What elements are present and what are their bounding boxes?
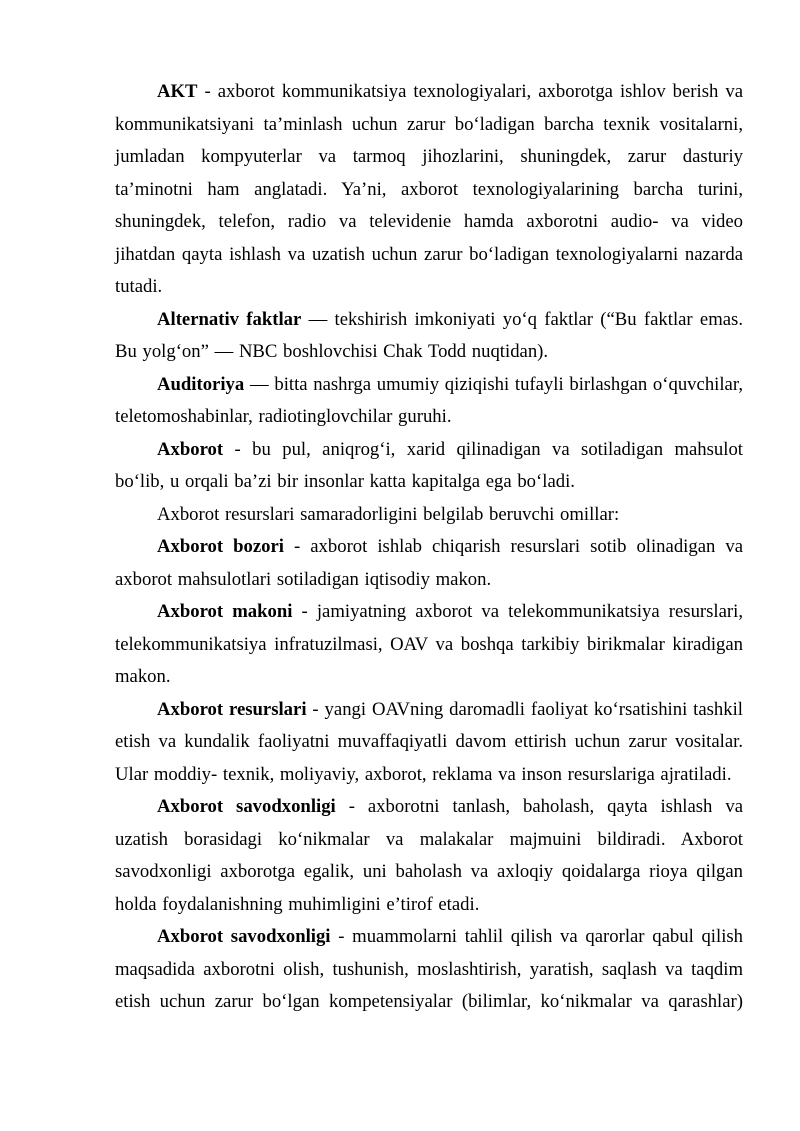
term-label: Axborot savodxonligi xyxy=(157,796,336,817)
definition-text: - muammolarni tahlil qilish va qarorlar qabul qilish maqsadida axborotni olish, tushunish, moslashtirish, yaratish, saqlash va taqdim etish uchun zarur bo‘lgan kompetensiyalar (bilimlar, ko‘nikmalar va qarashlar) xyxy=(115,926,743,1012)
definition-text: - axborot ishlab chiqarish resurslari sotib olinadigan va axborot mahsulotlari sotiladigan iqtisodiy makon. xyxy=(115,536,743,590)
glossary-paragraph-axborot-makoni xyxy=(115,596,743,694)
term-label: Axborot makoni xyxy=(157,601,293,622)
term-label: Axborot bozori xyxy=(157,536,284,557)
definition-text: Axborot resurslari samaradorligini belgilab beruvchi omillar: xyxy=(157,503,620,525)
glossary-paragraph-axborot-savodxonligi-2 xyxy=(115,921,743,1019)
glossary-paragraph-auditoriya xyxy=(115,369,743,434)
text-block xyxy=(115,76,743,1019)
term-label: AKT xyxy=(157,81,198,102)
glossary-paragraph-axborot xyxy=(115,434,743,499)
definition-text: - jamiyatning axborot va telekommunikatsiya resurslari, telekommunikatsiya infratuzilmasi, OAV va boshqa tarkibiy birikmalar kiradigan makon. xyxy=(115,601,743,687)
definition-text: - axborot kommunikatsiya texnologiyalari, axborotga ishlov berish va kommunikatsiyani ta’minlash uchun zarur bo‘ladigan barcha texnik vositalarni, jumladan kompyuterlar va tarmoq jihozlarini, shuningdek, zarur dasturiy ta’minotni ham anglatadi. Ya’ni, axborot texnologiyalarining barcha turini, shuningdek, telefon, radio va televidenie hamda axborotni audio- va video jihatdan qayta ishlash va uzatish uchun zarur bo‘ladigan texnologiyalarni nazarda tutadi. xyxy=(115,81,743,297)
glossary-paragraph-omillar xyxy=(115,499,743,532)
term-label: Auditoriya xyxy=(157,373,245,395)
term-label: Axborot savodxonligi xyxy=(157,926,331,947)
glossary-paragraph-axborot-savodxonligi-1 xyxy=(115,791,743,921)
definition-text: - bu pul, aniqrog‘i, xarid qilinadigan va sotiladigan mahsulot bo‘lib, u orqali ba’zi bir insonlar katta kapitalga ega bo‘ladi. xyxy=(115,438,743,492)
glossary-paragraph-axborot-resurslari xyxy=(115,694,743,792)
term-label: Axborot resurslari xyxy=(157,698,307,720)
term-label: Axborot xyxy=(157,438,224,460)
term-label: Alternativ faktlar xyxy=(157,308,302,330)
definition-text: - axborotni tanlash, baholash, qayta ishlash va uzatish borasidagi ko‘nikmalar va malakalar majmuini bildiradi. Axborot savodxonligi axborotga egalik, uni baholash va axloqiy qoidalarga rioya qilgan holda foydalanishning muhimligini e’tirof etadi. xyxy=(115,796,743,915)
definition-text: — bitta nashrga umumiy qiziqishi tufayli birlashgan o‘quvchilar, teletomoshabinlar, radiotinglovchilar guruhi. xyxy=(115,373,743,427)
definition-text: — tekshirish imkoniyati yo‘q faktlar (“Bu faktlar emas. Bu yolg‘on” — NBC boshlovchisi Chak Todd nuqtidan). xyxy=(115,308,743,362)
definition-text: - yangi OAVning daromadli faoliyat ko‘rsatishini tashkil etish va kundalik faoliyatni muvaffaqiyatli davom ettirish uchun zarur vositalar. Ular moddiy- texnik, moliyaviy, axborot, reklama va inson resurslariga ajratiladi. xyxy=(115,698,743,785)
glossary-paragraph-axborot-bozori xyxy=(115,531,743,596)
glossary-paragraph-akt xyxy=(115,76,743,304)
glossary-paragraph-alternativ-faktlar xyxy=(115,304,743,369)
